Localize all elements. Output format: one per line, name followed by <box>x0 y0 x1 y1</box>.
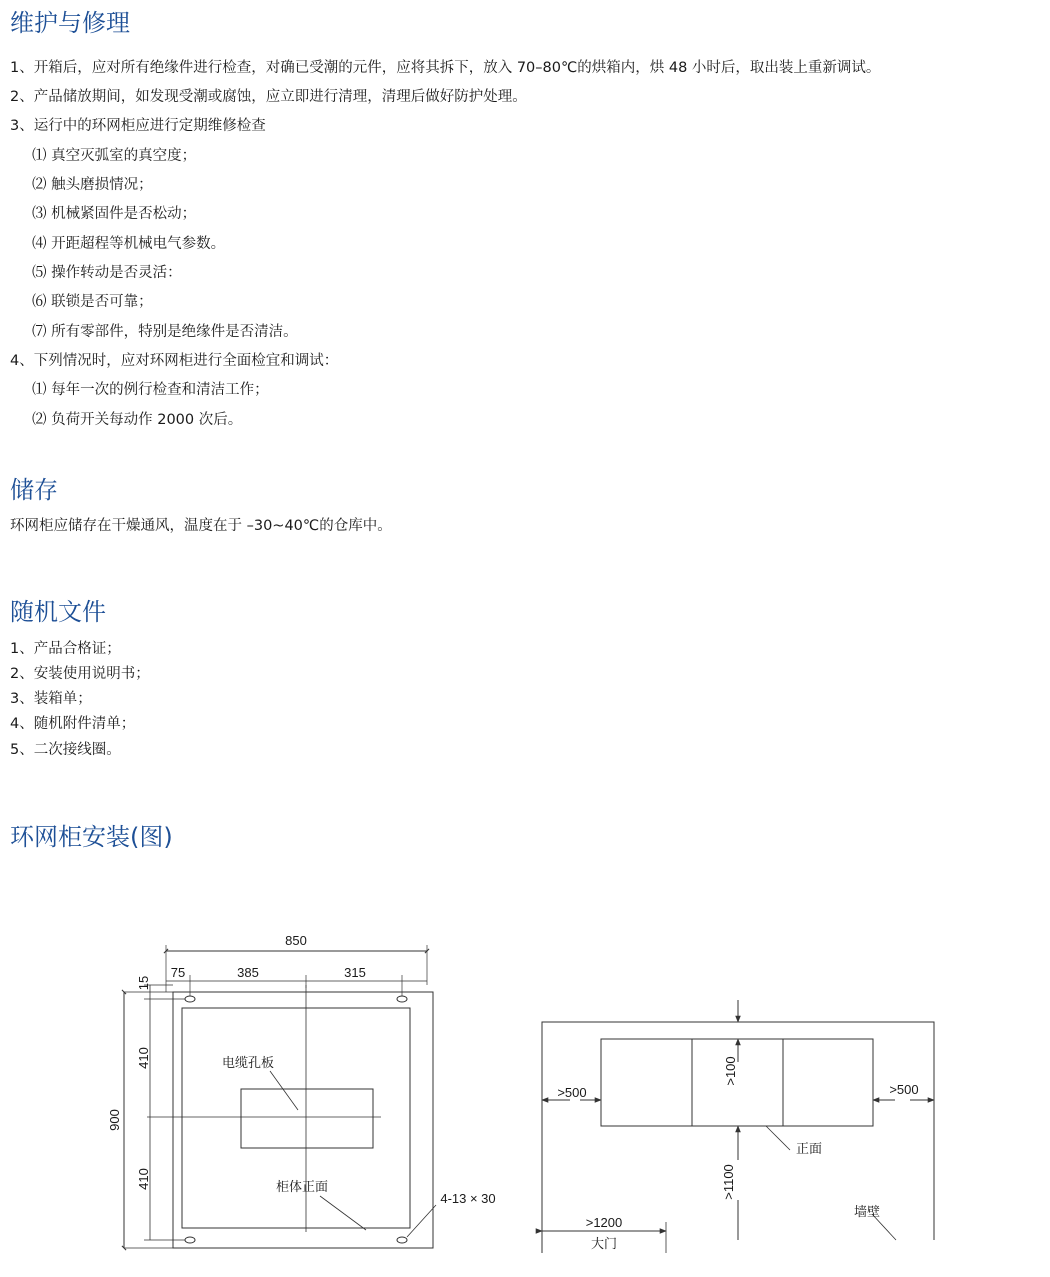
check-item-4: ⑷ 开距超程等机械电气参数。 <box>32 236 226 252</box>
dim-back-label: >100 <box>723 1056 738 1086</box>
dim-410-upper-label: 410 <box>136 1047 151 1069</box>
check-item-6: ⑹ 联锁是否可靠； <box>32 294 153 310</box>
document-item-5: 5、二次接线圈。 <box>10 742 121 758</box>
maintenance-item-3: 3、运行中的环网柜应进行定期维修检查 <box>10 118 266 134</box>
mounting-hole <box>397 996 407 1002</box>
document-item-1: 1、产品合格证； <box>10 641 121 657</box>
wall-label: 墙壁 <box>853 1204 881 1219</box>
maintenance-item-4: 4、下列情况时，应对环网柜进行全面检宜和调试： <box>10 353 339 369</box>
dim-15-label: 15 <box>136 975 151 991</box>
dim-right-label: >500 <box>889 1082 919 1097</box>
dim-315-label: 315 <box>344 965 366 980</box>
document-item-2: 2、安装使用说明书； <box>10 666 150 682</box>
installation-heading: 环网柜安装(图) <box>10 823 173 851</box>
document-item-4: 4、随机附件清单； <box>10 716 136 732</box>
dim-75-label: 75 <box>170 965 186 980</box>
maintenance-heading: 维护与修理 <box>10 9 130 37</box>
documents-heading: 随机文件 <box>10 598 106 626</box>
cabinet-front-label: 柜体正面 <box>275 1179 329 1194</box>
holes-label: 4-13 × 30 <box>440 1191 496 1206</box>
inspection-item-1: ⑴ 每年一次的例行检查和清洁工作； <box>32 382 269 398</box>
front-side-label: 正面 <box>795 1141 823 1156</box>
check-item-3: ⑶ 机械紧固件是否松动； <box>32 206 197 222</box>
check-item-5: ⑸ 操作转动是否灵活： <box>32 265 182 281</box>
door-label: 大门 <box>590 1236 618 1251</box>
mounting-hole <box>397 1237 407 1243</box>
front-side-leader <box>766 1126 790 1150</box>
document-item-3: 3、装箱单； <box>10 691 92 707</box>
inspection-item-2: ⑵ 负荷开关每动作 2000 次后。 <box>32 412 243 428</box>
dim-850-label: 850 <box>285 933 307 948</box>
maintenance-item-2: 2、产品储放期间，如发现受潮或腐蚀，应立即进行清理，清理后做好防护处理。 <box>10 89 527 105</box>
cabinet-outline <box>173 992 433 1248</box>
cable-plate-leader <box>270 1071 298 1110</box>
front-leader <box>320 1196 366 1230</box>
dim-410-lower-label: 410 <box>136 1168 151 1190</box>
dim-385-label: 385 <box>237 965 259 980</box>
dim-900-label: 900 <box>107 1109 122 1131</box>
dim-door-label: >1200 <box>585 1215 623 1230</box>
storage-heading: 储存 <box>10 476 58 504</box>
cabinet-unit-1 <box>601 1039 692 1126</box>
check-item-7: ⑺ 所有零部件，特别是绝缘件是否清洁。 <box>32 324 298 340</box>
cable-plate-label: 电缆孔板 <box>221 1055 275 1070</box>
maintenance-item-1: 1、开箱后，应对所有绝缘件进行检查，对确已受潮的元件，应将其拆下，放入 70–80℃的烘箱内，烘 48 小时后，取出装上重新调试。 <box>10 60 881 76</box>
dim-front-label: >1100 <box>721 1164 736 1200</box>
mounting-hole <box>185 1237 195 1243</box>
cable-plate <box>241 1089 373 1148</box>
check-item-1: ⑴ 真空灭弧室的真空度； <box>32 148 197 164</box>
holes-leader <box>407 1205 436 1237</box>
cabinet-inner-outline <box>182 1008 410 1228</box>
storage-text: 环网柜应储存在干燥通风，温度在于 –30~40℃的仓库中。 <box>10 518 392 534</box>
check-item-2: ⑵ 触头磨损情况； <box>32 177 153 193</box>
cabinet-base-plan <box>124 945 436 1248</box>
mounting-hole <box>185 996 195 1002</box>
dim-left-label: >500 <box>557 1085 587 1100</box>
cabinet-unit-3 <box>783 1039 873 1126</box>
